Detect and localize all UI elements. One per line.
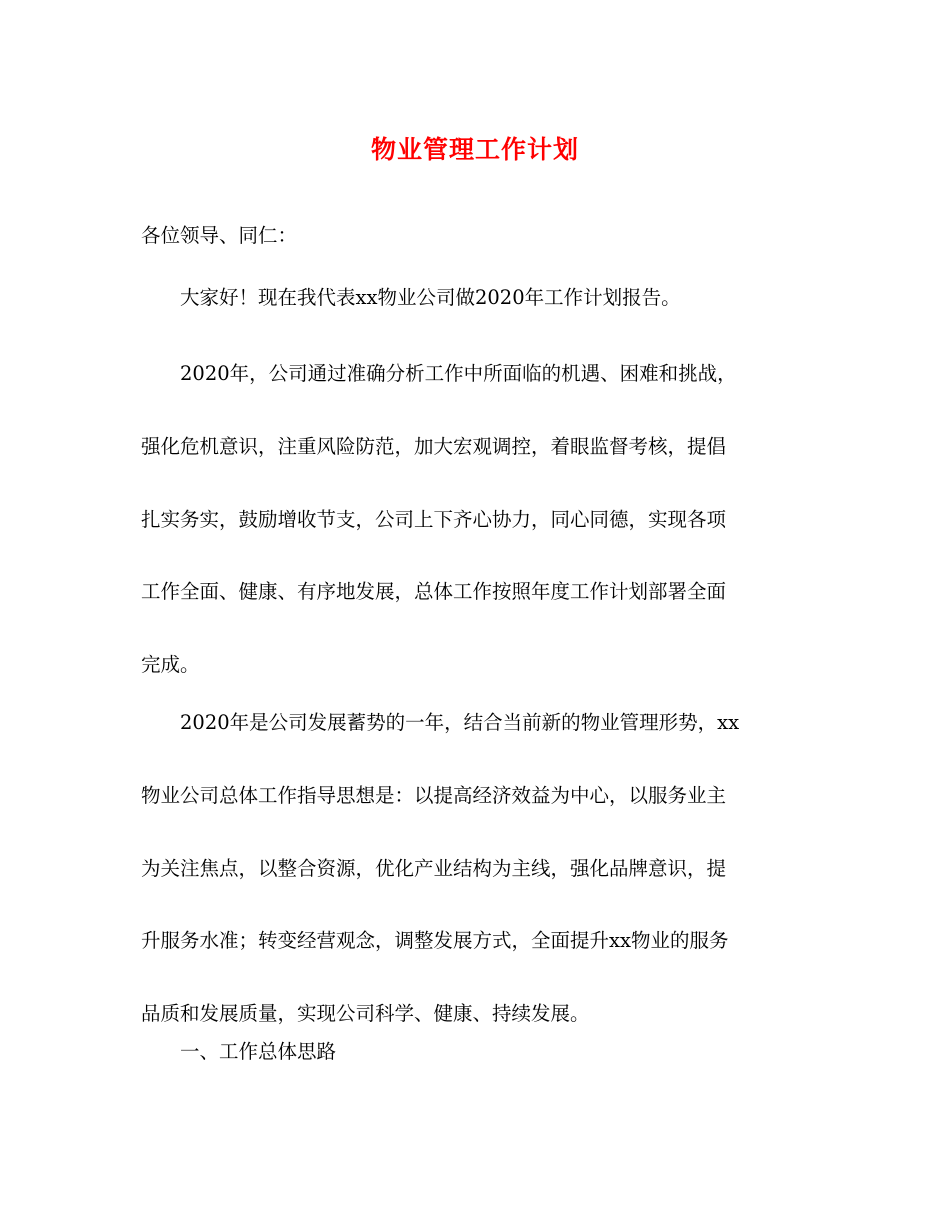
paragraph-line: 大家好！现在我代表xx物业公司做2020年工作计划报告。 [180, 286, 681, 309]
paragraph-line: 工作全面、健康、有序地发展，总体工作按照年度工作计划部署全面 [141, 580, 727, 604]
section-heading-overall-approach [141, 1034, 811, 1070]
paragraph-line: 强化危机意识，注重风险防范，加大宏观调控，着眼监督考核，提倡 [141, 434, 727, 458]
paragraph-line: 升服务水准；转变经营观念，调整发展方式，全面提升xx物业的服务 [141, 929, 729, 953]
paragraph-line: 物业公司总体工作指导思想是：以提高经济效益为中心，以服务业主 [141, 783, 727, 807]
paragraph-line: 一、工作总体思路 [180, 1040, 337, 1063]
paragraph-line: 2020年，公司通过准确分析工作中所面临的机遇、困难和挑战， [180, 362, 737, 385]
paragraph-line: 2020年是公司发展蓄势的一年，结合当前新的物业管理形势，xx [180, 711, 740, 734]
salutation: 各位领导、同仁： [141, 224, 298, 247]
paragraph-line: 扎实务实，鼓励增收节支，公司上下齐心协力，同心同德，实现各项 [141, 507, 727, 531]
paragraph-review [141, 338, 811, 702]
paragraph-guiding-thought [141, 687, 811, 1051]
paragraph-line: 为关注焦点，以整合资源，优化产业结构为主线，强化品牌意识，提 [141, 856, 727, 880]
document-title: 物业管理工作计划 [370, 135, 579, 164]
paragraph-line: 完成。 [141, 653, 200, 677]
paragraph-greeting [141, 280, 811, 316]
paragraph-line: 品质和发展质量，实现公司科学、健康、持续发展。 [141, 1002, 590, 1026]
